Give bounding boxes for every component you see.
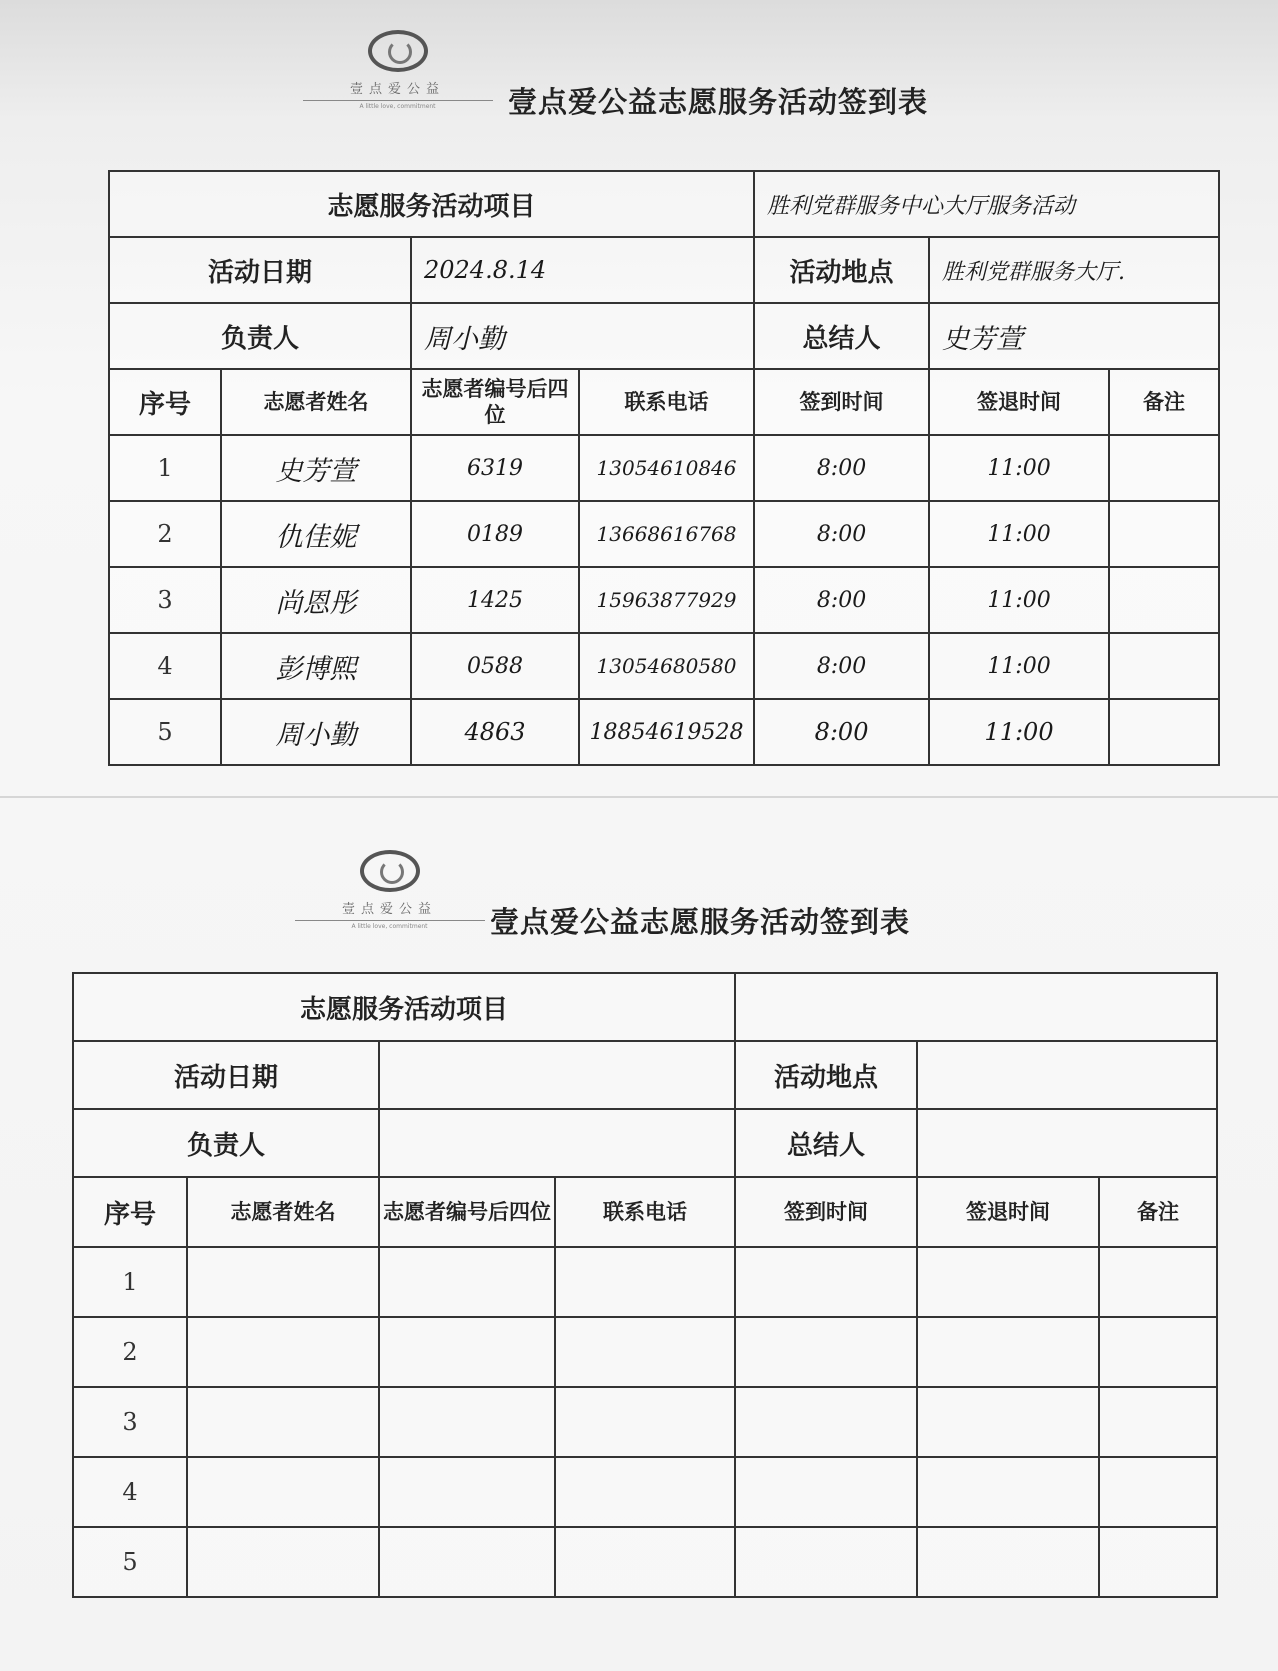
location-label: 活动地点 — [754, 237, 929, 303]
row-number: 5 — [73, 1527, 187, 1597]
table-row — [109, 435, 1219, 501]
note-cell — [1109, 435, 1219, 501]
logo-name: 壹点爱公益 — [349, 82, 445, 97]
table-row — [73, 1247, 1217, 1317]
volunteer-id: 0189 — [411, 501, 579, 567]
sign-in-sheet-filled — [0, 0, 1278, 800]
col-header-sign-out: 签退时间 — [917, 1177, 1099, 1247]
row-number: 3 — [109, 567, 221, 633]
sign-out-time: 11:00 — [929, 567, 1109, 633]
leader-label: 负责人 — [73, 1109, 379, 1177]
sign-out-time: 11:00 — [929, 633, 1109, 699]
col-header-sign-in: 签到时间 — [735, 1177, 917, 1247]
leader-value: 周小勤 — [411, 303, 754, 369]
table-row — [73, 1317, 1217, 1387]
table-row — [109, 567, 1219, 633]
logo-divider — [303, 100, 493, 101]
logo-tagline: A little love, commitment — [359, 103, 436, 110]
row-number: 4 — [109, 633, 221, 699]
date-value — [379, 1041, 735, 1109]
col-header-name: 志愿者姓名 — [221, 369, 411, 435]
volunteer-phone: 13054610846 — [579, 435, 754, 501]
summarizer-label: 总结人 — [735, 1109, 917, 1177]
row-number: 1 — [109, 435, 221, 501]
table-row — [109, 633, 1219, 699]
sign-out-time: 11:00 — [929, 435, 1109, 501]
sign-out-time: 11:00 — [929, 699, 1109, 765]
sign-in-time: 8:00 — [754, 435, 929, 501]
logo-heart-icon — [360, 850, 420, 892]
location-value: 胜利党群服务大厅. — [929, 237, 1219, 303]
col-header-no: 序号 — [109, 369, 221, 435]
volunteer-name: 仇佳妮 — [221, 501, 411, 567]
volunteer-name: 周小勤 — [221, 699, 411, 765]
col-header-name: 志愿者姓名 — [187, 1177, 379, 1247]
location-label: 活动地点 — [735, 1041, 917, 1109]
project-label: 志愿服务活动项目 — [109, 171, 754, 237]
col-header-phone: 联系电话 — [555, 1177, 735, 1247]
sign-out-time: 11:00 — [929, 501, 1109, 567]
volunteer-name: 尚恩彤 — [221, 567, 411, 633]
logo-name: 壹点爱公益 — [341, 902, 437, 917]
col-header-sign-out: 签退时间 — [929, 369, 1109, 435]
volunteer-phone: 13054680580 — [579, 633, 754, 699]
col-header-id: 志愿者编号后四位 — [411, 369, 579, 435]
sign-in-time: 8:00 — [754, 501, 929, 567]
project-label: 志愿服务活动项目 — [73, 973, 735, 1041]
col-header-id: 志愿者编号后四位 — [379, 1177, 555, 1247]
date-label: 活动日期 — [73, 1041, 379, 1109]
row-number: 2 — [73, 1317, 187, 1387]
sheet-title: 壹点爱公益志愿服务活动签到表 — [508, 85, 929, 119]
table-row — [109, 699, 1219, 765]
organization-logo — [300, 30, 495, 110]
table-row — [73, 1387, 1217, 1457]
col-header-phone: 联系电话 — [579, 369, 754, 435]
volunteer-name: 彭博熙 — [221, 633, 411, 699]
volunteer-name: 史芳萱 — [221, 435, 411, 501]
table-row — [109, 501, 1219, 567]
row-number: 1 — [73, 1247, 187, 1317]
date-value: 2024.8.14 — [411, 237, 754, 303]
col-header-sign-in: 签到时间 — [754, 369, 929, 435]
col-header-note: 备注 — [1099, 1177, 1217, 1247]
sign-in-time: 8:00 — [754, 567, 929, 633]
logo-heart-icon — [368, 30, 428, 72]
table-row — [73, 1457, 1217, 1527]
row-number: 2 — [109, 501, 221, 567]
logo-divider — [295, 920, 485, 921]
organization-logo — [292, 850, 487, 930]
sign-in-table — [72, 972, 1218, 1598]
volunteer-phone: 15963877929 — [579, 567, 754, 633]
volunteer-id: 6319 — [411, 435, 579, 501]
summarizer-label: 总结人 — [754, 303, 929, 369]
leader-value — [379, 1109, 735, 1177]
sheet-title: 壹点爱公益志愿服务活动签到表 — [490, 905, 911, 939]
leader-label: 负责人 — [109, 303, 411, 369]
note-cell — [1109, 567, 1219, 633]
row-number: 5 — [109, 699, 221, 765]
note-cell — [1109, 633, 1219, 699]
row-number: 3 — [73, 1387, 187, 1457]
volunteer-id: 0588 — [411, 633, 579, 699]
table-row — [73, 1527, 1217, 1597]
summarizer-value: 史芳萱 — [929, 303, 1219, 369]
note-cell — [1109, 699, 1219, 765]
sign-in-table — [108, 170, 1220, 766]
volunteer-id: 4863 — [411, 699, 579, 765]
project-value: 胜利党群服务中心大厅服务活动 — [754, 171, 1219, 237]
volunteer-phone: 18854619528 — [579, 699, 754, 765]
col-header-note: 备注 — [1109, 369, 1219, 435]
row-number: 4 — [73, 1457, 187, 1527]
note-cell — [1109, 501, 1219, 567]
location-value — [917, 1041, 1217, 1109]
sign-in-sheet-blank — [0, 800, 1278, 1671]
volunteer-phone: 13668616768 — [579, 501, 754, 567]
sign-in-time: 8:00 — [754, 633, 929, 699]
project-value — [735, 973, 1217, 1041]
logo-tagline: A little love, commitment — [351, 923, 428, 930]
col-header-no: 序号 — [73, 1177, 187, 1247]
summarizer-value — [917, 1109, 1217, 1177]
sign-in-time: 8:00 — [754, 699, 929, 765]
volunteer-id: 1425 — [411, 567, 579, 633]
date-label: 活动日期 — [109, 237, 411, 303]
